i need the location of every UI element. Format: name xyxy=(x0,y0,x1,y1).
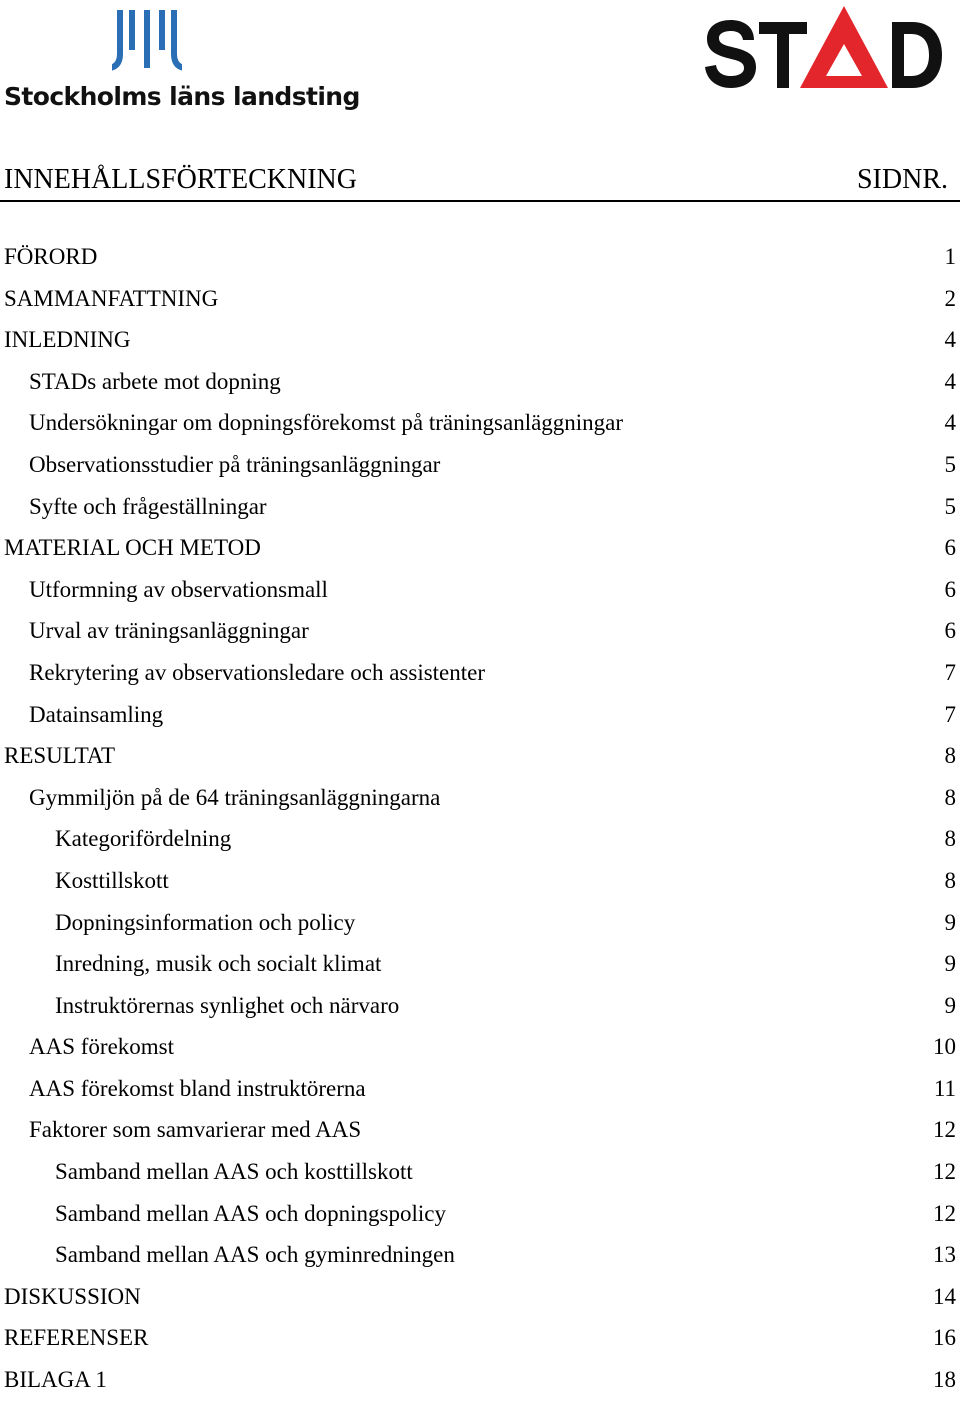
toc-entry-page-number: 9 xyxy=(944,951,956,977)
sll-emblem-icon xyxy=(112,10,182,72)
toc-entry-page-number: 13 xyxy=(933,1242,956,1268)
toc-entry-page-number: 7 xyxy=(944,701,956,727)
toc-entry[interactable] xyxy=(0,278,960,320)
toc-entry-label: Instruktörernas synlighet och närvaro xyxy=(55,992,400,1018)
toc-entry-label: FÖRORD xyxy=(4,244,98,269)
toc-entry[interactable] xyxy=(0,735,960,777)
toc-entry-label: Syfte och frågeställningar xyxy=(29,493,267,519)
toc-entry[interactable] xyxy=(0,236,960,278)
toc-entry[interactable] xyxy=(0,444,960,486)
toc-entry-page-number: 6 xyxy=(944,535,956,561)
toc-entry[interactable] xyxy=(0,985,960,1027)
toc-entry-page-number: 4 xyxy=(944,327,956,353)
toc-entry[interactable] xyxy=(0,527,960,569)
toc-entry-label: MATERIAL OCH METOD xyxy=(4,535,261,561)
toc-entry-label: Kategorifördelning xyxy=(55,826,232,852)
toc-entry-page-number: 4 xyxy=(944,410,956,436)
toc-entry-label: Inredning, musik och socialt klimat xyxy=(55,951,382,977)
toc-entry[interactable] xyxy=(0,652,960,694)
toc-entry-page-number: 5 xyxy=(944,493,956,519)
toc-entry-label: Observationsstudier på träningsanläggningar xyxy=(29,451,441,477)
toc-entry[interactable] xyxy=(0,1317,960,1359)
toc-entry-label: STADs arbete mot dopning xyxy=(29,368,281,394)
toc-entry[interactable] xyxy=(0,860,960,902)
toc-entry[interactable] xyxy=(0,402,960,444)
toc-entry-label: Samband mellan AAS och gyminredningen xyxy=(55,1242,455,1268)
toc-entry[interactable] xyxy=(0,1026,960,1068)
toc-entry-label: INLEDNING xyxy=(4,327,131,353)
sll-logo-text: Stockholms läns landsting xyxy=(4,82,360,111)
toc-entry[interactable] xyxy=(0,902,960,944)
toc-entry-page-number: 1 xyxy=(944,244,956,269)
toc-entry-page-number: 12 xyxy=(933,1117,956,1143)
toc-entry-label: Urval av träningsanläggningar xyxy=(29,618,309,644)
toc-entry[interactable] xyxy=(0,1276,960,1318)
toc-entry-label: Datainsamling xyxy=(29,701,164,727)
toc-entry[interactable] xyxy=(0,486,960,528)
toc-entry-label: Samband mellan AAS och kosttillskott xyxy=(55,1159,413,1185)
toc-entry[interactable] xyxy=(0,694,960,736)
toc-entry[interactable] xyxy=(0,777,960,819)
toc-entry-label: Rekrytering av observationsledare och assistenter xyxy=(29,659,486,685)
toc-entry-label: Faktorer som samvarierar med AAS xyxy=(29,1117,362,1143)
toc-entry[interactable] xyxy=(0,1193,960,1235)
toc-entry-label: Dopningsinformation och policy xyxy=(55,909,356,935)
toc-entry-label: RESULTAT xyxy=(4,743,116,769)
toc-entry-label: Kosttillskott xyxy=(55,867,169,893)
toc-entry-label: Undersökningar om dopningsförekomst på träningsanläggningar xyxy=(29,410,624,436)
toc-entry-label: Utformning av observationsmall xyxy=(29,576,328,602)
toc-entry[interactable] xyxy=(0,818,960,860)
toc-entry-label: AAS förekomst xyxy=(29,1034,175,1060)
page-number-column-label: SIDNR. xyxy=(856,164,948,195)
page-title: INNEHÅLLSFÖRTECKNING xyxy=(4,164,357,195)
toc-entry-page-number: 8 xyxy=(944,743,956,769)
toc-entry-page-number: 18 xyxy=(933,1367,956,1393)
toc-entry-page-number: 5 xyxy=(944,451,956,477)
toc-entry[interactable] xyxy=(0,1109,960,1151)
toc-entry-page-number: 6 xyxy=(944,618,956,644)
toc-entry[interactable] xyxy=(0,943,960,985)
stad-logo xyxy=(704,4,944,96)
toc-entry[interactable] xyxy=(0,319,960,361)
toc-entry-page-number: 7 xyxy=(944,659,956,685)
toc-entry-page-number: 12 xyxy=(933,1200,956,1226)
toc-entry-page-number: 4 xyxy=(944,368,956,394)
toc-entry-label: AAS förekomst bland instruktörerna xyxy=(29,1075,366,1101)
toc-entry-label: DISKUSSION xyxy=(4,1283,141,1309)
toc-entry-page-number: 8 xyxy=(944,784,956,810)
toc-entry[interactable] xyxy=(0,569,960,611)
toc-entry-label: BILAGA 1 xyxy=(4,1367,107,1393)
toc-entry-page-number: 14 xyxy=(933,1283,956,1309)
toc-entry[interactable] xyxy=(0,1151,960,1193)
toc-entry-page-number: 9 xyxy=(944,909,956,935)
toc-entry[interactable] xyxy=(0,361,960,403)
toc-entry-page-number: 11 xyxy=(933,1075,956,1101)
toc-entry[interactable] xyxy=(0,1359,960,1401)
toc-entry-label: REFERENSER xyxy=(4,1325,149,1351)
toc-entry[interactable] xyxy=(0,1068,960,1110)
toc-entry-page-number: 16 xyxy=(933,1325,956,1351)
toc-entry[interactable] xyxy=(0,1234,960,1276)
toc-entry-page-number: 8 xyxy=(944,826,956,852)
toc-entry-page-number: 12 xyxy=(933,1159,956,1185)
toc-entry-label: Samband mellan AAS och dopningspolicy xyxy=(55,1200,446,1226)
toc-entry-label: Gymmiljön på de 64 träningsanläggningarna xyxy=(29,784,441,810)
toc-entry-label: SAMMANFATTNING xyxy=(4,285,219,311)
stad-wordmark-icon xyxy=(704,4,944,96)
toc-entry-page-number: 8 xyxy=(944,867,956,893)
toc-entry-page-number: 9 xyxy=(944,992,956,1018)
toc-entry-page-number: 10 xyxy=(933,1034,956,1060)
toc-entry[interactable] xyxy=(0,610,960,652)
toc-entry-page-number: 6 xyxy=(944,576,956,602)
table-of-contents xyxy=(0,236,960,1401)
toc-entry-page-number: 2 xyxy=(944,285,956,311)
toc-header xyxy=(0,160,960,202)
sll-logo xyxy=(4,10,360,111)
